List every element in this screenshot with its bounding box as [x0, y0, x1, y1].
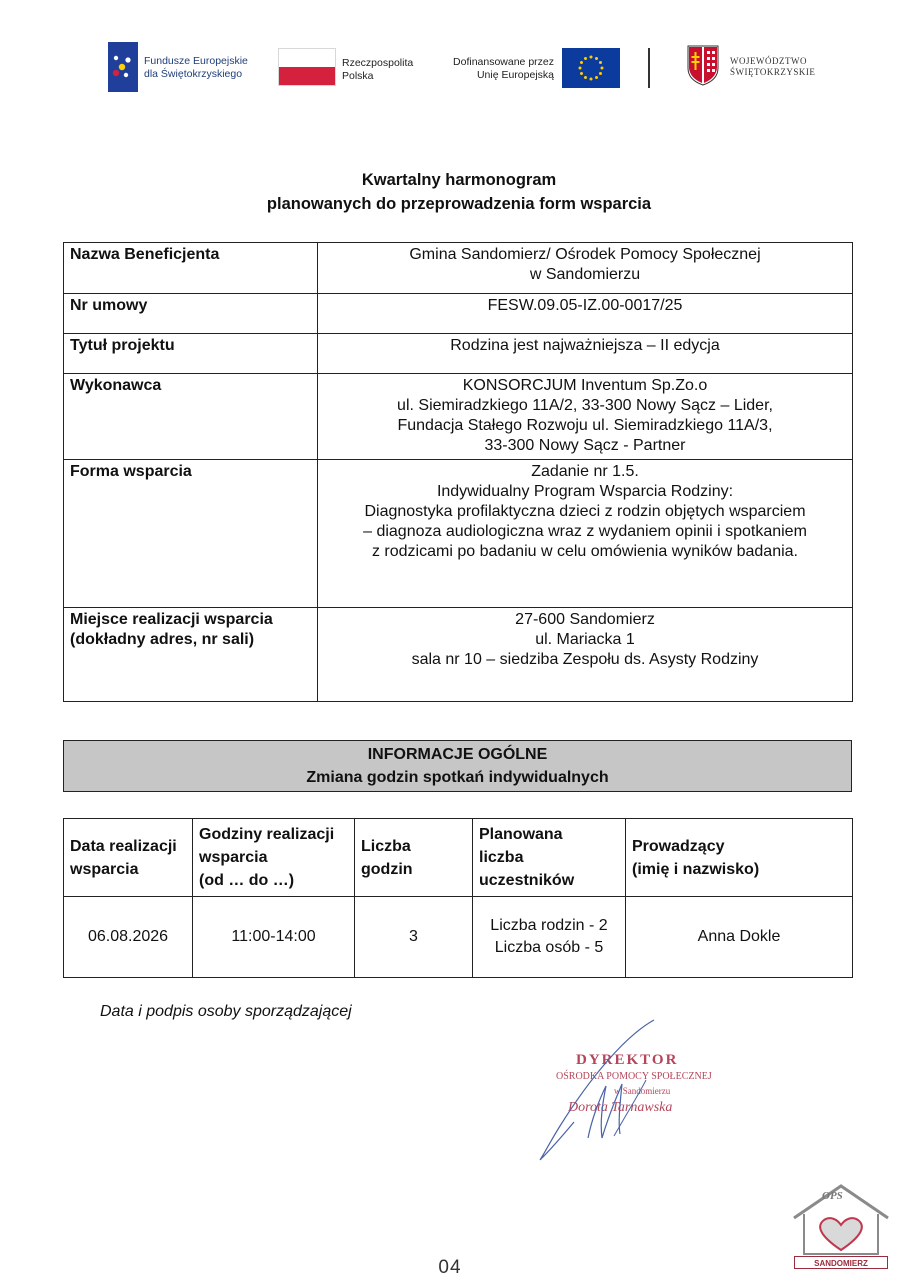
- logo-separator: [648, 48, 650, 88]
- info-label: Nr umowy: [64, 294, 318, 334]
- header-count: Liczba godzin: [355, 819, 473, 897]
- info-table: [63, 242, 853, 702]
- general-info-banner: INFORMACJE OGÓLNE Zmiana godzin spotkań indywidualnych: [63, 740, 852, 792]
- crest-icon: [686, 44, 720, 86]
- info-row-umowa: [64, 294, 853, 334]
- fe-mark-icon: [108, 42, 138, 92]
- fe-text: Fundusze Europejskie dla Świętokrzyskiego: [144, 55, 248, 80]
- header-leader: Prowadzący (imię i nazwisko): [626, 819, 853, 897]
- info-label: Tytuł projektu: [64, 334, 318, 374]
- schedule-header-row: [64, 819, 853, 897]
- cell-participants: Liczba rodzin - 2 Liczba osób - 5: [473, 897, 626, 978]
- header-hours: Godziny realizacji wsparcia (od … do …): [193, 819, 355, 897]
- signature-label: Data i podpis osoby sporządzającej: [100, 1003, 352, 1020]
- page-number: 04: [438, 1257, 462, 1278]
- info-label: Forma wsparcia: [64, 460, 318, 608]
- info-label: Wykonawca: [64, 374, 318, 460]
- ops-sandomierz-logo: OPS SANDOMIERZ: [790, 1182, 892, 1274]
- polish-flag-icon: [278, 48, 336, 86]
- info-label: Nazwa Beneficjenta: [64, 243, 318, 294]
- header-participants: Planowana liczba uczestników: [473, 819, 626, 897]
- logo-bar: [108, 40, 816, 96]
- cell-hours: 11:00-14:00: [193, 897, 355, 978]
- schedule-table: [63, 818, 853, 978]
- info-value: FESW.09.05-IZ.00-0017/25: [318, 294, 853, 334]
- info-row-wykonawca: [64, 374, 853, 460]
- eu-text: Dofinansowane przez Unię Europejską: [453, 56, 554, 81]
- cell-leader: Anna Dokle: [626, 897, 853, 978]
- info-row-beneficjent: [64, 243, 853, 294]
- rzeczpospolita-logo: [278, 48, 438, 92]
- info-row-tytul: [64, 334, 853, 374]
- handwritten-signature: [530, 1018, 750, 1168]
- info-row-miejsce: [64, 608, 853, 702]
- eu-logo: [440, 48, 620, 92]
- rp-text: Rzeczpospolita Polska: [342, 57, 414, 82]
- info-value: Zadanie nr 1.5. Indywidualny Program Wsparcia Rodziny: Diagnostyka profilaktyczna dzieci z rodzin objętych wsparciem – diagnoza audiologiczna wraz z wydaniem opinii i spotkaniem z rodzicami po badaniu w celu omówienia wyników badania.: [318, 460, 853, 608]
- info-value: Rodzina jest najważniejsza – II edycja: [318, 334, 853, 374]
- info-row-forma: [64, 460, 853, 608]
- header-date: Data realizacji wsparcia: [64, 819, 193, 897]
- cell-date: 06.08.2026: [64, 897, 193, 978]
- info-value: 27-600 Sandomierz ul. Mariacka 1 sala nr 10 – siedziba Zespołu ds. Asysty Rodziny: [318, 608, 853, 702]
- fundusze-europejskie-logo: [108, 42, 258, 92]
- document-title: Kwartalny harmonogram planowanych do przeprowadzenia form wsparcia: [266, 171, 652, 213]
- eu-flag-icon: [562, 48, 620, 88]
- info-label: Miejsce realizacji wsparcia (dokładny adres, nr sali): [64, 608, 318, 702]
- cell-count: 3: [355, 897, 473, 978]
- director-stamp: DYREKTOR OŚRODKA POMOCY SPOŁECZNEJ w Sandomierzu Dorota Tarnawska: [530, 1018, 750, 1168]
- info-value: KONSORCJUM Inventum Sp.Zo.o ul. Siemiradzkiego 11A/2, 33-300 Nowy Sącz – Lider, Fundacja Stałego Rozwoju ul. Siemiradzkiego 11A/3, 33-300 Nowy Sącz - Partner: [318, 374, 853, 460]
- info-value: Gmina Sandomierz/ Ośrodek Pomocy Społecznej w Sandomierzu: [318, 243, 853, 294]
- wojewodztwo-logo: [686, 44, 816, 92]
- sw-text: WOJEWÓDZTWO ŚWIĘTOKRZYSKIE: [730, 56, 816, 77]
- schedule-row: [64, 897, 853, 978]
